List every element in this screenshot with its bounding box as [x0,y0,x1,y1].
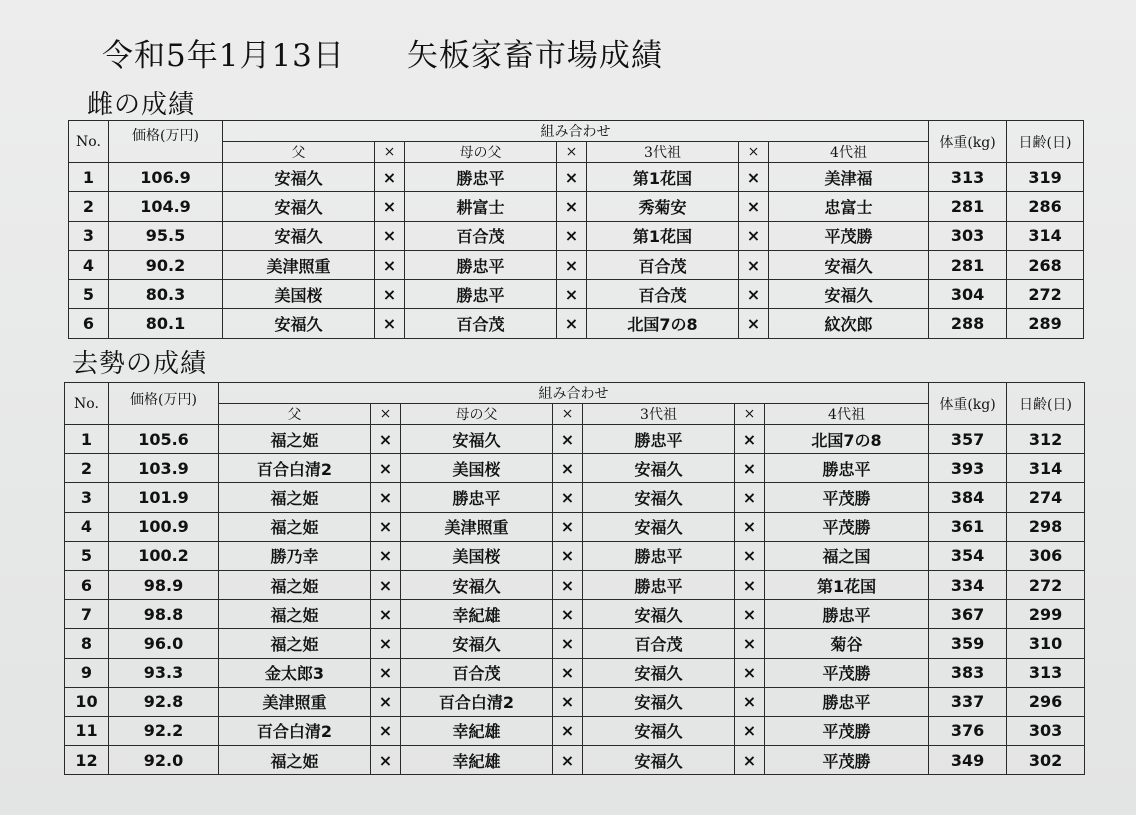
age-cell: 314 [1007,221,1084,250]
header-dam-sire: 母の父 [405,142,557,163]
price-cell: 104.9 [109,192,223,221]
header-fourth-ancestor: 4代祖 [769,142,929,163]
weight-cell: 281 [929,192,1007,221]
dam-sire-cell: 勝忠平 [401,483,553,512]
third-ancestor-cell: 勝忠平 [583,570,735,599]
fourth-ancestor-cell: 平茂勝 [769,221,929,250]
dam-sire-cell: 美国桜 [401,454,553,483]
fourth-ancestor-cell: 勝忠平 [765,454,929,483]
price-cell: 92.0 [109,746,219,775]
third-ancestor-cell: 安福久 [583,600,735,629]
fourth-ancestor-cell: 北国7の8 [765,425,929,454]
table-row [69,192,1084,221]
weight-cell: 383 [929,658,1007,687]
age-cell: 289 [1007,309,1084,338]
times-sign: × [371,425,401,454]
row-number: 1 [65,425,109,454]
header-dam-sire: 母の父 [401,404,553,425]
age-cell: 296 [1007,687,1085,716]
dam-sire-cell: 幸紀雄 [401,746,553,775]
header-age: 日齢(日) [1007,121,1084,163]
times-sign: × [553,570,583,599]
price-cell: 100.2 [109,541,219,570]
times-sign: × [371,454,401,483]
price-cell: 106.9 [109,163,223,192]
times-sign: × [553,425,583,454]
times-sign: × [735,600,765,629]
weight-cell: 361 [929,512,1007,541]
row-number: 5 [65,541,109,570]
price-cell: 95.5 [109,221,223,250]
sire-cell: 安福久 [223,192,375,221]
weight-cell: 349 [929,746,1007,775]
sire-cell: 福之姫 [219,512,371,541]
row-number: 7 [65,600,109,629]
fourth-ancestor-cell: 忠富士 [769,192,929,221]
times-sign: × [735,425,765,454]
dam-sire-cell: 幸紀雄 [401,600,553,629]
dam-sire-cell: 安福久 [401,629,553,658]
times-sign: × [553,746,583,775]
sire-cell: 美国桜 [223,280,375,309]
fourth-ancestor-cell: 福之国 [765,541,929,570]
row-number: 11 [65,716,109,745]
dam-sire-cell: 幸紀雄 [401,716,553,745]
times-sign: × [557,309,587,338]
price-cell: 96.0 [109,629,219,658]
weight-cell: 359 [929,629,1007,658]
weight-cell: 376 [929,716,1007,745]
page-title [102,30,663,75]
row-number: 8 [65,629,109,658]
steer-section-heading: 去勢の成績 [72,349,208,379]
header-price: 価格(万円) [109,383,219,425]
times-sign: × [735,570,765,599]
table-row [69,250,1084,279]
header-age: 日齢(日) [1007,383,1085,425]
price-cell: 92.2 [109,716,219,745]
times-sign: × [739,221,769,250]
times-sign: × [371,687,401,716]
dam-sire-cell: 勝忠平 [405,163,557,192]
age-cell: 314 [1007,454,1085,483]
age-cell: 303 [1007,716,1085,745]
times-sign: × [371,746,401,775]
dam-sire-cell: 安福久 [401,425,553,454]
times-sign: × [735,454,765,483]
age-cell: 298 [1007,512,1085,541]
age-cell: 268 [1007,250,1084,279]
row-number: 4 [69,250,109,279]
sire-cell: 福之姫 [219,483,371,512]
table-row [65,629,1085,658]
header-times: × [735,404,765,425]
times-sign: × [553,541,583,570]
times-sign: × [739,250,769,279]
weight-cell: 393 [929,454,1007,483]
header-weight: 体重(kg) [929,121,1007,163]
times-sign: × [735,716,765,745]
dam-sire-cell: 勝忠平 [405,250,557,279]
table-row [65,483,1085,512]
heifer-section-heading: 雌の成績 [87,90,196,120]
fourth-ancestor-cell: 美津福 [769,163,929,192]
times-sign: × [553,454,583,483]
sire-cell: 福之姫 [219,425,371,454]
header-third-ancestor: 3代祖 [587,142,739,163]
age-cell: 299 [1007,600,1085,629]
fourth-ancestor-cell: 平茂勝 [765,716,929,745]
times-sign: × [735,541,765,570]
header-sire: 父 [223,142,375,163]
weight-cell: 354 [929,541,1007,570]
times-sign: × [739,163,769,192]
weight-cell: 367 [929,600,1007,629]
row-number: 3 [65,483,109,512]
sire-cell: 百合白清2 [219,716,371,745]
heifer-rows [69,163,1084,339]
times-sign: × [371,658,401,687]
row-number: 1 [69,163,109,192]
dam-sire-cell: 勝忠平 [405,280,557,309]
sire-cell: 金太郎3 [219,658,371,687]
steer-rows [65,425,1085,775]
age-cell: 319 [1007,163,1084,192]
price-cell: 101.9 [109,483,219,512]
sire-cell: 福之姫 [219,629,371,658]
row-number: 6 [69,309,109,338]
times-sign: × [371,629,401,658]
title-date: 令和5年1月13日 [102,38,345,74]
fourth-ancestor-cell: 菊谷 [765,629,929,658]
times-sign: × [553,600,583,629]
header-times: × [553,404,583,425]
header-times: × [371,404,401,425]
sire-cell: 安福久 [223,309,375,338]
fourth-ancestor-cell: 平茂勝 [765,658,929,687]
header-combination: 組み合わせ [223,121,929,142]
times-sign: × [553,512,583,541]
times-sign: × [735,629,765,658]
age-cell: 312 [1007,425,1085,454]
fourth-ancestor-cell: 紋次郎 [769,309,929,338]
sire-cell: 福之姫 [219,600,371,629]
weight-cell: 288 [929,309,1007,338]
steer-results-table [64,382,1085,775]
fourth-ancestor-cell: 平茂勝 [765,746,929,775]
price-cell: 98.9 [109,570,219,599]
sire-cell: 安福久 [223,163,375,192]
times-sign: × [557,163,587,192]
price-cell: 103.9 [109,454,219,483]
weight-cell: 357 [929,425,1007,454]
row-number: 2 [65,454,109,483]
times-sign: × [375,163,405,192]
times-sign: × [735,687,765,716]
heifer-results-table [68,120,1084,339]
sire-cell: 勝乃幸 [219,541,371,570]
age-cell: 306 [1007,541,1085,570]
dam-sire-cell: 百合白清2 [401,687,553,716]
table-row [69,221,1084,250]
times-sign: × [739,280,769,309]
times-sign: × [735,512,765,541]
header-third-ancestor: 3代祖 [583,404,735,425]
sire-cell: 安福久 [223,221,375,250]
age-cell: 274 [1007,483,1085,512]
times-sign: × [739,192,769,221]
times-sign: × [371,541,401,570]
price-cell: 80.1 [109,309,223,338]
times-sign: × [553,483,583,512]
table-row [69,309,1084,338]
times-sign: × [375,280,405,309]
header-times: × [375,142,405,163]
times-sign: × [735,483,765,512]
third-ancestor-cell: 勝忠平 [583,541,735,570]
weight-cell: 334 [929,570,1007,599]
header-price: 価格(万円) [109,121,223,163]
dam-sire-cell: 美国桜 [401,541,553,570]
times-sign: × [557,192,587,221]
row-number: 6 [65,570,109,599]
header-times: × [739,142,769,163]
fourth-ancestor-cell: 第1花国 [765,570,929,599]
header-sire: 父 [219,404,371,425]
third-ancestor-cell: 北国7の8 [587,309,739,338]
dam-sire-cell: 耕富士 [405,192,557,221]
dam-sire-cell: 百合茂 [405,221,557,250]
weight-cell: 281 [929,250,1007,279]
third-ancestor-cell: 第1花国 [587,163,739,192]
fourth-ancestor-cell: 安福久 [769,250,929,279]
row-number: 2 [69,192,109,221]
table-row [65,425,1085,454]
fourth-ancestor-cell: 勝忠平 [765,687,929,716]
sire-cell: 美津照重 [223,250,375,279]
fourth-ancestor-cell: 勝忠平 [765,600,929,629]
third-ancestor-cell: 安福久 [583,483,735,512]
times-sign: × [553,687,583,716]
table-row [65,658,1085,687]
times-sign: × [557,250,587,279]
sire-cell: 福之姫 [219,570,371,599]
sire-cell: 美津照重 [219,687,371,716]
table-row [65,687,1085,716]
table-row [65,454,1085,483]
table-row [65,600,1085,629]
third-ancestor-cell: 百合茂 [587,280,739,309]
third-ancestor-cell: 安福久 [583,746,735,775]
age-cell: 313 [1007,658,1085,687]
times-sign: × [375,221,405,250]
row-number: 10 [65,687,109,716]
price-cell: 98.8 [109,600,219,629]
table-row [65,746,1085,775]
row-number: 12 [65,746,109,775]
third-ancestor-cell: 安福久 [583,687,735,716]
sire-cell: 福之姫 [219,746,371,775]
table-row [69,280,1084,309]
times-sign: × [371,600,401,629]
title-market: 矢板家畜市場成績 [406,38,663,74]
age-cell: 272 [1007,280,1084,309]
price-cell: 100.9 [109,512,219,541]
sire-cell: 百合白清2 [219,454,371,483]
times-sign: × [735,658,765,687]
times-sign: × [371,716,401,745]
fourth-ancestor-cell: 平茂勝 [765,512,929,541]
weight-cell: 337 [929,687,1007,716]
header-fourth-ancestor: 4代祖 [765,404,929,425]
times-sign: × [371,512,401,541]
age-cell: 286 [1007,192,1084,221]
table-row [65,512,1085,541]
row-number: 9 [65,658,109,687]
dam-sire-cell: 美津照重 [401,512,553,541]
header-combination: 組み合わせ [219,383,929,404]
weight-cell: 303 [929,221,1007,250]
third-ancestor-cell: 安福久 [583,658,735,687]
third-ancestor-cell: 秀菊安 [587,192,739,221]
age-cell: 310 [1007,629,1085,658]
table-row [65,716,1085,745]
times-sign: × [375,250,405,279]
table-row [65,541,1085,570]
third-ancestor-cell: 百合茂 [587,250,739,279]
times-sign: × [735,746,765,775]
times-sign: × [557,221,587,250]
row-number: 4 [65,512,109,541]
price-cell: 90.2 [109,250,223,279]
row-number: 5 [69,280,109,309]
third-ancestor-cell: 安福久 [583,454,735,483]
times-sign: × [375,192,405,221]
header-weight: 体重(kg) [929,383,1007,425]
price-cell: 80.3 [109,280,223,309]
weight-cell: 304 [929,280,1007,309]
fourth-ancestor-cell: 安福久 [769,280,929,309]
times-sign: × [371,483,401,512]
header-times: × [557,142,587,163]
table-row [69,163,1084,192]
third-ancestor-cell: 安福久 [583,512,735,541]
fourth-ancestor-cell: 平茂勝 [765,483,929,512]
times-sign: × [371,570,401,599]
weight-cell: 313 [929,163,1007,192]
price-cell: 93.3 [109,658,219,687]
dam-sire-cell: 百合茂 [405,309,557,338]
times-sign: × [375,309,405,338]
times-sign: × [553,629,583,658]
third-ancestor-cell: 安福久 [583,716,735,745]
header-no: No. [69,121,109,163]
dam-sire-cell: 百合茂 [401,658,553,687]
times-sign: × [557,280,587,309]
times-sign: × [739,309,769,338]
age-cell: 302 [1007,746,1085,775]
age-cell: 272 [1007,570,1085,599]
third-ancestor-cell: 第1花国 [587,221,739,250]
header-no: No. [65,383,109,425]
row-number: 3 [69,221,109,250]
third-ancestor-cell: 百合茂 [583,629,735,658]
times-sign: × [553,716,583,745]
price-cell: 105.6 [109,425,219,454]
times-sign: × [553,658,583,687]
dam-sire-cell: 安福久 [401,570,553,599]
table-row [65,570,1085,599]
third-ancestor-cell: 勝忠平 [583,425,735,454]
price-cell: 92.8 [109,687,219,716]
weight-cell: 384 [929,483,1007,512]
